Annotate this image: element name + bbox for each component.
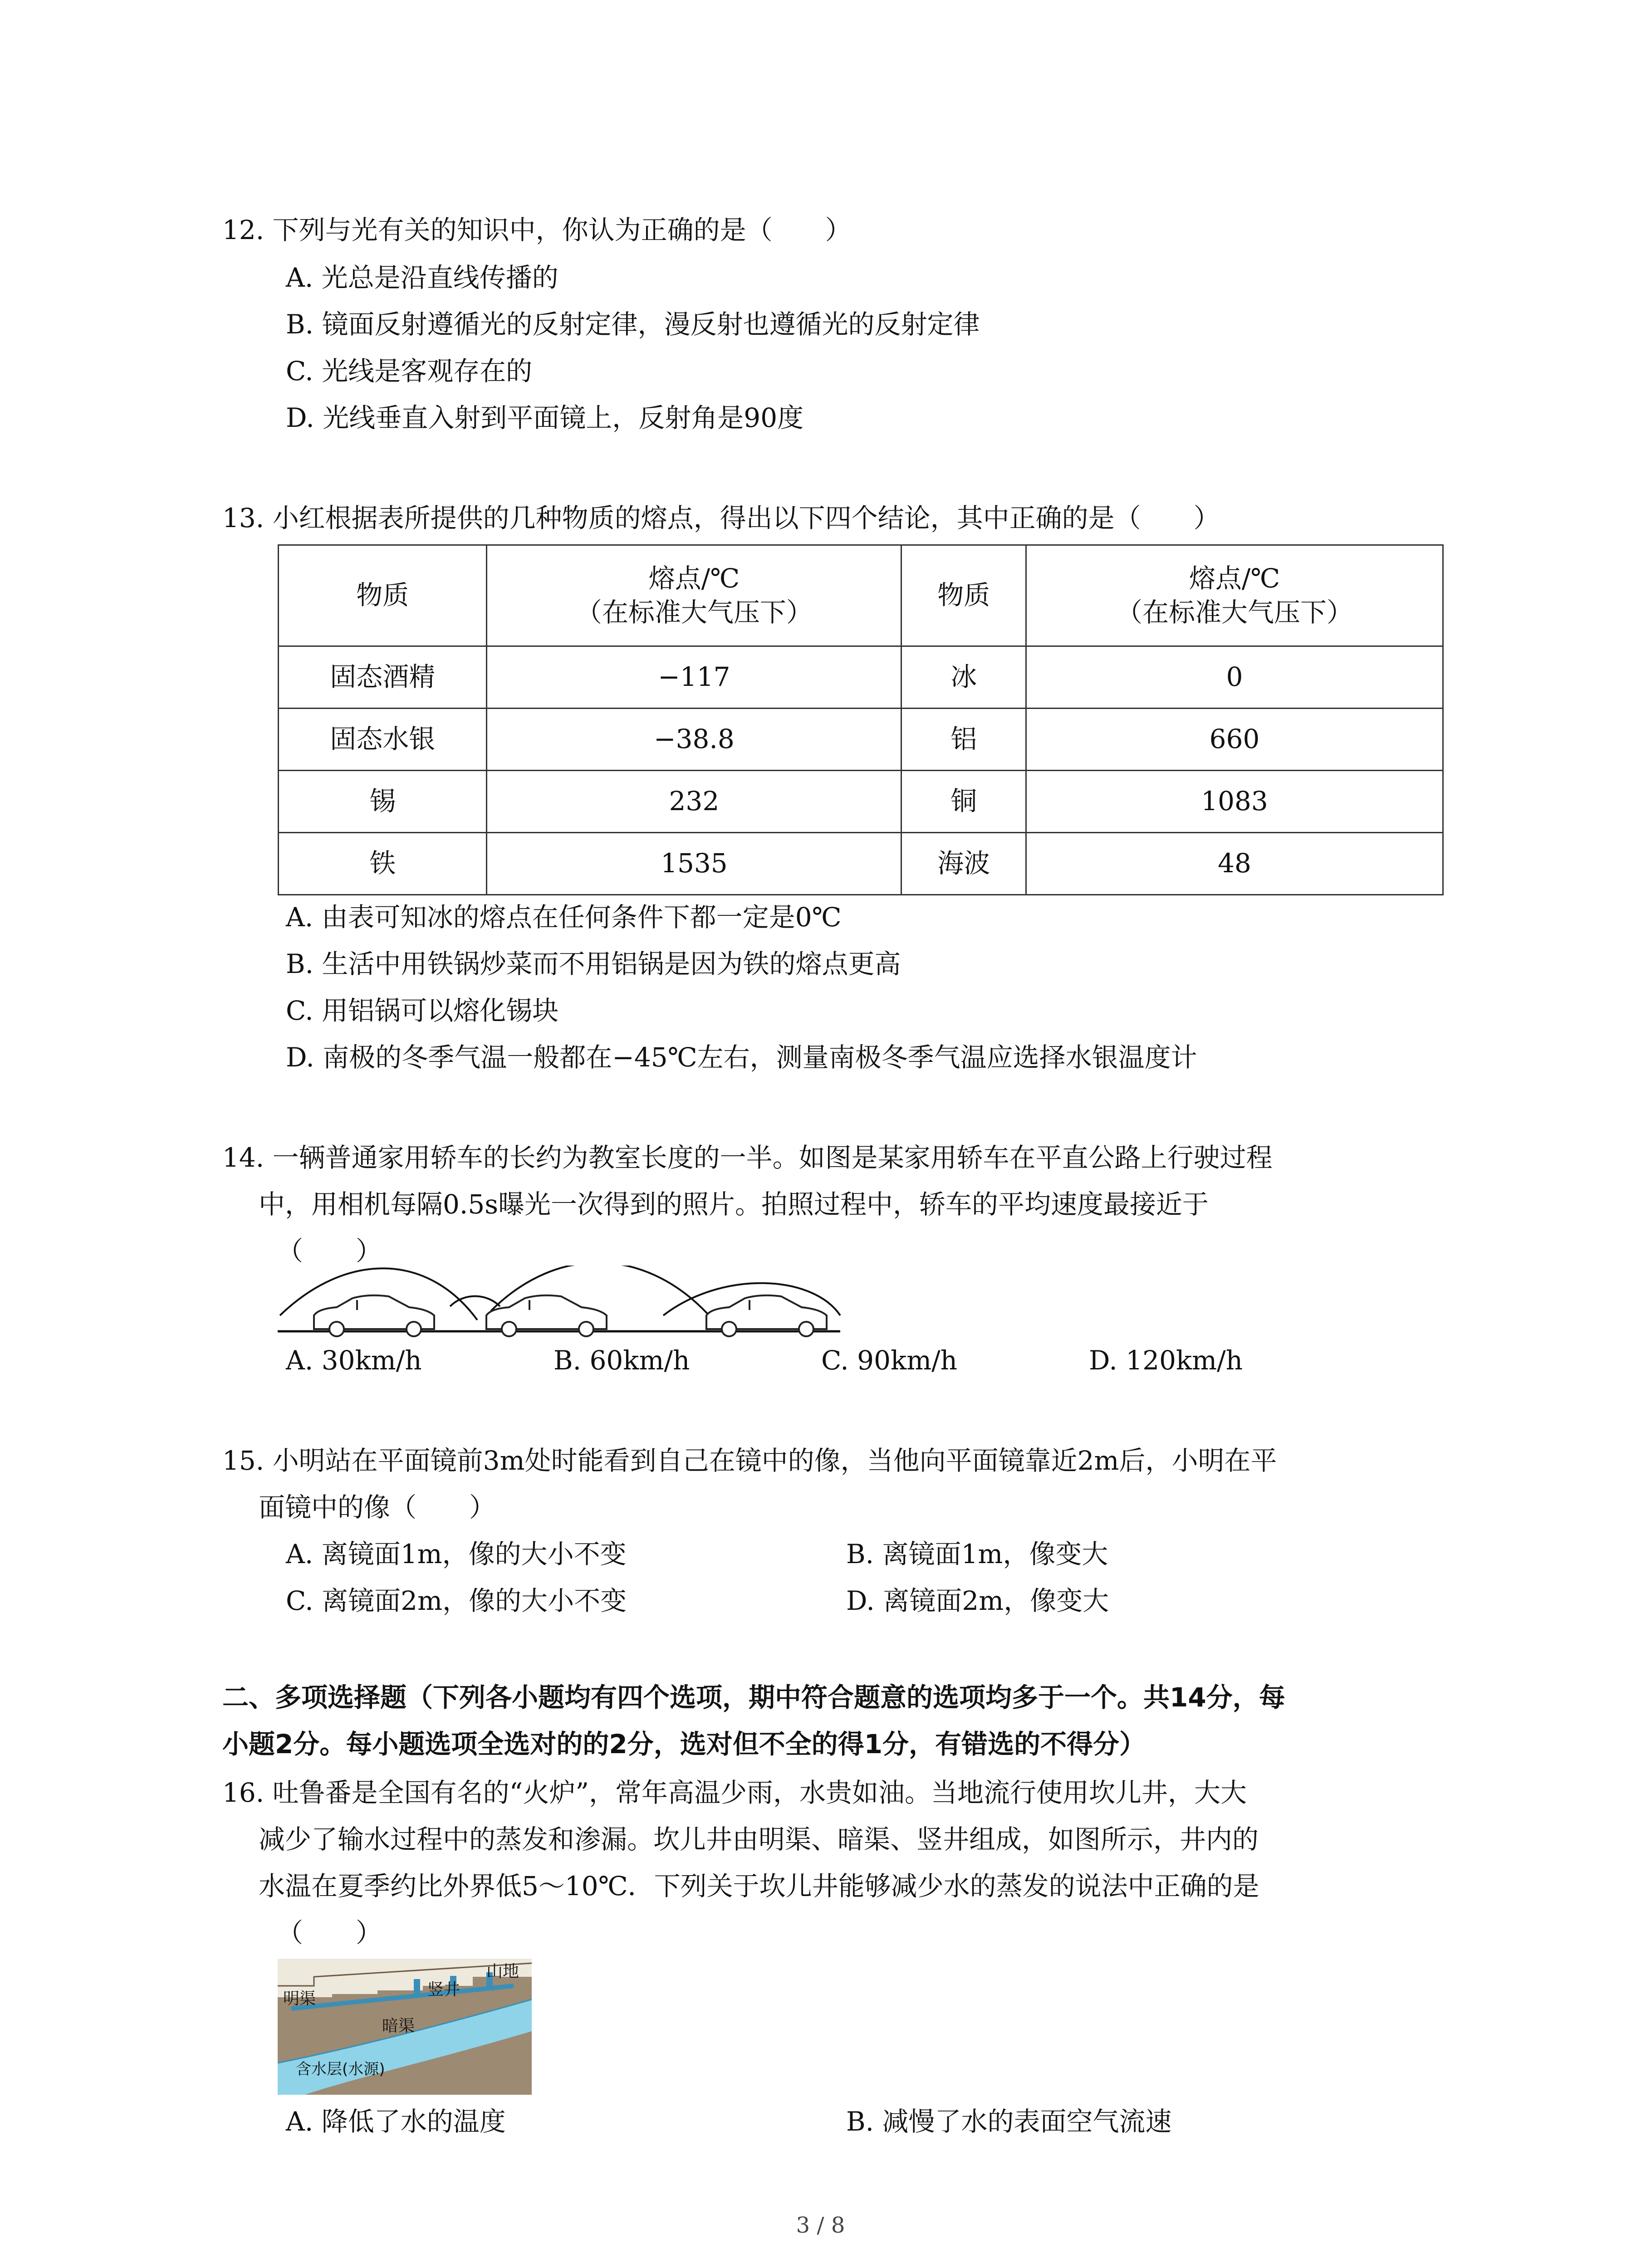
car-icon [314, 1295, 434, 1336]
q14-option-c: C. 90km/h [821, 1345, 958, 1376]
table-row: 固态水银 −38.8 铝 660 [279, 709, 1443, 771]
q16-option-a: A. 降低了水的温度 [286, 2106, 506, 2137]
q12-option-b: B. 镜面反射遵循光的反射定律，漫反射也遵循光的反射定律 [286, 309, 980, 340]
q14-stem-line-2: 中，用相机每隔0.5s曝光一次得到的照片。拍照过程中，轿车的平均速度最接近于 [259, 1189, 1209, 1220]
header-melting-point-2: 熔点/℃ （在标准大气压下） [1026, 545, 1443, 646]
table-row: 锡 232 铜 1083 [279, 771, 1443, 833]
car-icon [486, 1295, 607, 1336]
q13-option-b: B. 生活中用铁锅炒菜而不用铝锅是因为铁的熔点更高 [286, 948, 901, 979]
car-photo-figure [278, 1266, 845, 1347]
table-header-row [279, 545, 1443, 646]
car-icon [706, 1295, 827, 1336]
q16-stem-line-4: （ ） [277, 1917, 382, 1948]
q16-stem-line-1: 16. 吐鲁番是全国有名的“火炉”，常年高温少雨，水贵如油。当地流行使用坎儿井，大大 [222, 1777, 1247, 1808]
q15-stem-line-2: 面镜中的像（ ） [259, 1492, 496, 1523]
q12-option-a: A. 光总是沿直线传播的 [286, 262, 558, 293]
header-melting-point: 熔点/℃ （在标准大气压下） [487, 545, 901, 646]
q12-stem: 12. 下列与光有关的知识中，你认为正确的是（ ） [222, 215, 852, 245]
q14-option-a: A. 30km/h [286, 1345, 422, 1376]
header-substance: 物质 [279, 545, 487, 646]
q13-option-a: A. 由表可知冰的熔点在任何条件下都一定是0℃ [286, 902, 842, 933]
section-2-heading-line-1: 二、多项选择题（下列各小题均有四个选项，期中符合题意的选项均多于一个。共14分，每 [222, 1682, 1285, 1713]
q15-option-b: B. 离镜面1m，像变大 [846, 1539, 1108, 1569]
q15-option-c: C. 离镜面2m，像的大小不变 [286, 1585, 627, 1616]
table-row: 固态酒精 −117 冰 0 [279, 646, 1443, 709]
q12-option-d: D. 光线垂直入射到平面镜上，反射角是90度 [286, 402, 804, 433]
q16-stem-line-3: 水温在夏季约比外界低5～10℃．下列关于坎儿井能够减少水的蒸发的说法中正确的是 [259, 1871, 1259, 1901]
q15-stem-line-1: 15. 小明站在平面镜前3m处时能看到自己在镜中的像，当他向平面镜靠近2m后，小明在平 [222, 1445, 1277, 1476]
figure-label-shaft: 竖井 [427, 1980, 460, 1999]
melting-point-table [278, 544, 1444, 895]
q14-option-d: D. 120km/h [1089, 1345, 1243, 1376]
table-row: 铁 1535 海波 48 [279, 833, 1443, 895]
figure-label-canal: 明渠 [283, 1989, 316, 2008]
figure-label-underground-canal: 暗渠 [382, 2017, 415, 2035]
q16-stem-line-2: 减少了输水过程中的蒸发和渗漏。坎儿井由明渠、暗渠、竖井组成，如图所示，井内的 [259, 1824, 1259, 1855]
q12-option-c: C. 光线是客观存在的 [286, 356, 533, 386]
q13-option-c: C. 用铝锅可以熔化锡块 [286, 995, 559, 1026]
q16-option-b: B. 减慢了水的表面空气流速 [846, 2106, 1172, 2137]
q14-stem-line-1: 14. 一辆普通家用轿车的长约为教室长度的一半。如图是某家用轿车在平直公路上行驶过程 [222, 1142, 1273, 1173]
q14-option-b: B. 60km/h [554, 1345, 690, 1376]
q15-option-d: D. 离镜面2m，像变大 [846, 1585, 1109, 1616]
karez-well-figure [278, 1959, 532, 2095]
q14-stem-line-3: （ ） [277, 1236, 382, 1266]
figure-label-aquifer: 含水层(水源) [296, 2060, 385, 2078]
q13-option-d: D. 南极的冬季气温一般都在−45℃左右，测量南极冬季气温应选择水银温度计 [286, 1042, 1197, 1073]
q15-option-a: A. 离镜面1m，像的大小不变 [286, 1539, 627, 1569]
section-2-heading-line-2: 小题2分。每小题选项全选对的的2分，选对但不全的得1分，有错选的不得分） [222, 1729, 1146, 1760]
q13-stem: 13. 小红根据表所提供的几种物质的熔点，得出以下四个结论，其中正确的是（ ） [222, 503, 1220, 533]
page-number: 3 / 8 [796, 2213, 845, 2238]
header-substance-2: 物质 [901, 545, 1026, 646]
figure-label-mountain: 山地 [486, 1962, 519, 1981]
